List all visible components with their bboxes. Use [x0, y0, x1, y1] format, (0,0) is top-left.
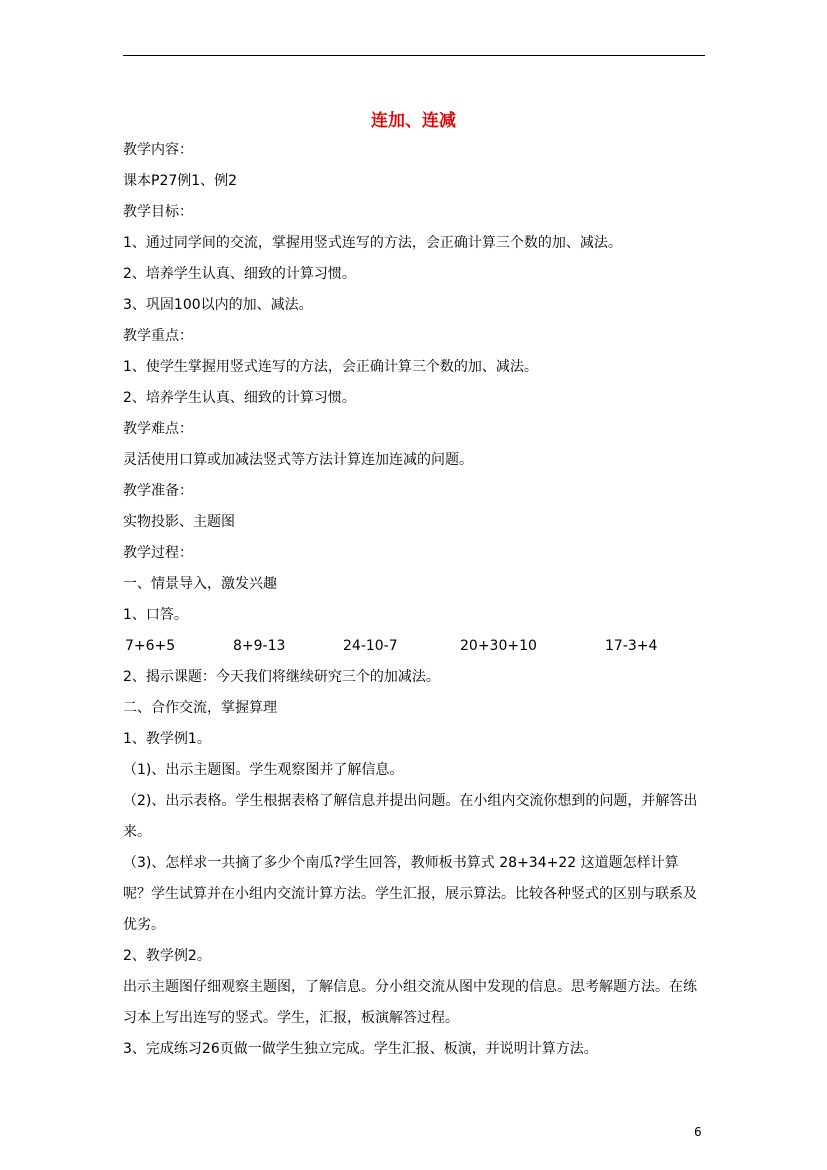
text-line: 2、培养学生认真、细致的计算习惯。: [123, 390, 356, 406]
text-line: 课本P27例1、例2: [123, 173, 238, 189]
text-line: 1、使学生掌握用竖式连写的方法，会正确计算三个数的加、减法。: [123, 359, 538, 375]
heading-content: 教学内容：: [123, 142, 193, 158]
text-line: 2、教学例2。: [123, 948, 211, 964]
document-body: [123, 135, 705, 1065]
text-line: 一、情景导入，激发兴趣: [123, 576, 277, 592]
text-line: 3、完成练习26页做一做学生独立完成。学生汇报、板演，并说明计算方法。: [123, 1041, 598, 1057]
text-line: 灵活使用口算或加减法竖式等方法计算连加连减的问题。: [123, 452, 473, 468]
expression: 24-10-7: [343, 638, 398, 654]
text-paragraph: （3)、怎样求一共摘了多少个南瓜?学生回答，教师板书算式 28+34+22 这道题怎样计算呢？学生试算并在小组内交流计算方法。学生汇报，展示算法。比较各种竖式的区别与联系及优劣。: [123, 855, 697, 933]
text-line: （1)、出示主题图。学生观察图并了解信息。: [123, 762, 404, 778]
text-line: 二、合作交流，掌握算理: [123, 700, 277, 716]
heading-preparation: 教学准备：: [123, 483, 193, 499]
expression: 20+30+10: [460, 638, 537, 654]
heading-difficulties: 教学难点：: [123, 421, 193, 437]
text-paragraph: 出示主题图仔细观察主题图，了解信息。分小组交流从图中发现的信息。思考解题方法。在练习本上写出连写的竖式。学生，汇报，板演解答过程。: [123, 979, 697, 1026]
text-line: 2、培养学生认真、细致的计算习惯。: [123, 266, 356, 282]
text-line: 实物投影、主题图: [123, 514, 235, 530]
text-paragraph: （2)、出示表格。学生根据表格了解信息并提出问题。在小组内交流你想到的问题，并解答出来。: [123, 793, 698, 840]
expression: 17-3+4: [605, 638, 658, 654]
expression-row: [123, 631, 705, 662]
heading-process: 教学过程：: [123, 545, 193, 561]
expression: 7+6+5: [125, 638, 176, 654]
page-number: 6: [694, 1125, 702, 1139]
text-line: 1、通过同学间的交流，掌握用竖式连写的方法，会正确计算三个数的加、减法。: [123, 235, 622, 251]
page-title: 连加、连减: [371, 111, 456, 131]
expression: 8+9-13: [233, 638, 286, 654]
text-line: 2、揭示课题：今天我们将继续研究三个的加减法。: [123, 669, 440, 685]
text-line: 1、口答。: [123, 607, 188, 623]
text-line: 1、教学例1。: [123, 731, 211, 747]
text-line: 3、巩固100以内的加、减法。: [123, 297, 313, 313]
header-rule: [123, 55, 705, 56]
heading-goals: 教学目标：: [123, 204, 193, 220]
heading-key-points: 教学重点：: [123, 328, 193, 344]
